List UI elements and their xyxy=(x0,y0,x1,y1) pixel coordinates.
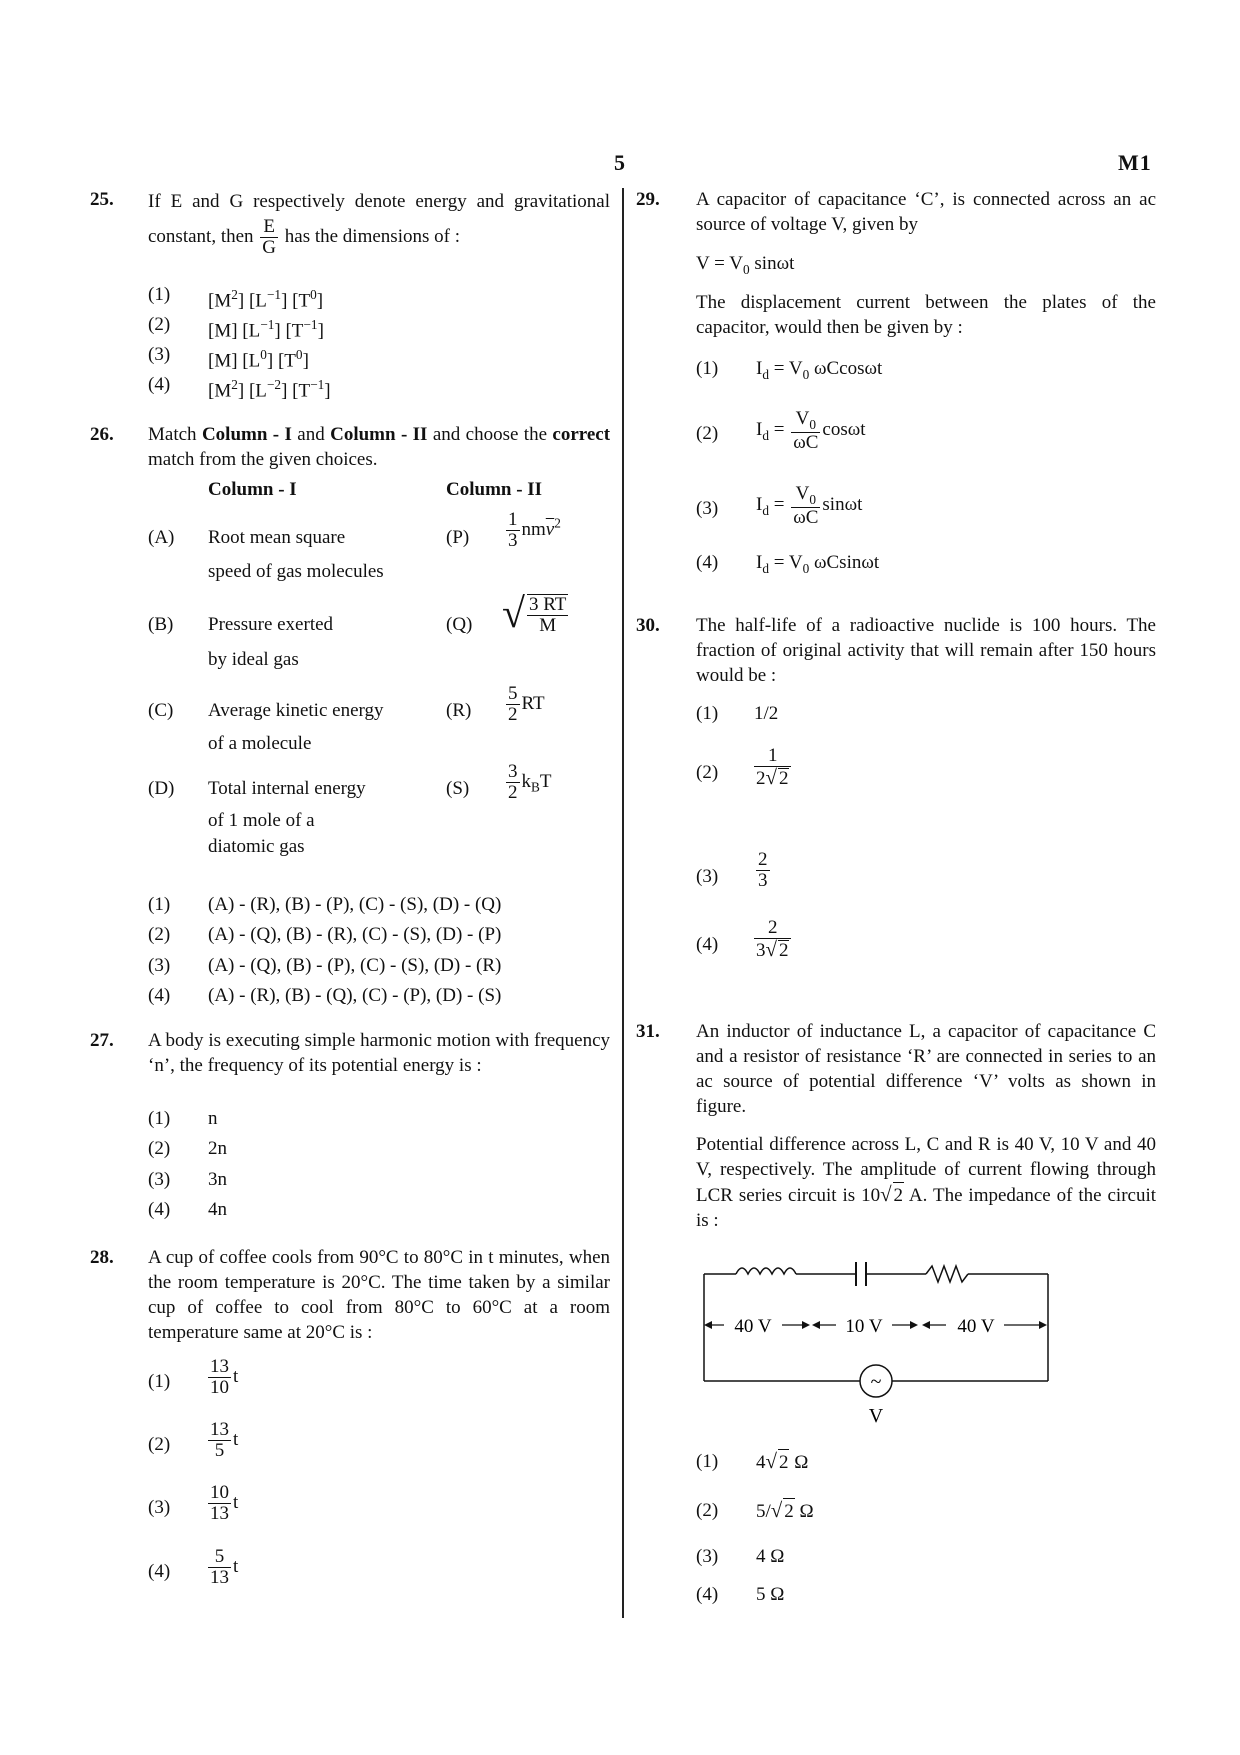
row-key: (D) xyxy=(148,778,175,799)
question-text: A body is executing simple harmonic motion with frequency ‘n’, the frequency of its potential energy is : xyxy=(148,1030,610,1076)
row-right-key: (R) xyxy=(446,700,472,721)
column-divider xyxy=(622,188,624,1618)
label-vr: 40 V xyxy=(957,1316,995,1337)
column-1-header: Column - I xyxy=(208,479,297,500)
question-number: 31. xyxy=(636,1021,660,1042)
row-right-key: (P) xyxy=(446,527,470,548)
voltage-equation: $V = V_0$ sinωt xyxy=(696,253,795,277)
question-number: 27. xyxy=(90,1030,114,1051)
row-left: Pressure exerted xyxy=(208,614,334,635)
row-left: Root mean square xyxy=(208,527,346,548)
question-29: 29. A capacitor of capacitance ‘C’, is connected across an ac source of voltage V, given by $V = V_0$ sinωt The displacement current between the plates of the capacitor, would then be given by : (1) $I_d = V_0$ ωCcosωt (2) $I_d$ = $\frac{V_0}{\omega C}$ cosωt (3) $I_d$ = $\frac{V_0}{\omega C}$ sinωt (4) $I_d = V_0$ ωCsinωt xyxy=(636,189,1156,576)
row-left: Average kinetic energy xyxy=(208,700,384,721)
question-number: 29. xyxy=(636,189,660,210)
question-28: 28. A cup of coffee cools from 90°C to 80°C in t minutes, when the room temperature is 20°C. The time taken by a similar cup of coffee to cool from 80°C to 60°C at a room temperature same at 20°C is : (1) $\frac{13}{10}$ t (2) $\frac{13}{5}$ t (3) $\frac{10}{13}$ t (4) $\frac{5}{13}$ t xyxy=(90,1247,610,1588)
question-text-2: The displacement current between the plates of the capacitor, would then be given by : xyxy=(696,292,1156,338)
row-key: (A) xyxy=(148,527,175,548)
row-left: of 1 mole of a xyxy=(208,810,315,831)
question-text: The half-life of a radioactive nuclide is 100 hours. The fraction of original activity that will remain after 150 hours would be : xyxy=(696,615,1156,686)
page-number: 5 xyxy=(614,150,625,175)
formula-q: √ $\frac{3 RT}{M}$ xyxy=(502,591,567,638)
question-number: 28. xyxy=(90,1247,114,1268)
question-27: 27. A body is executing simple harmonic motion with frequency ‘n’, the frequency of its potential energy is : (1) n (2) 2n (3) 3n (4) 4n xyxy=(90,1030,610,1220)
lcr-circuit-diagram xyxy=(696,1257,1056,1427)
question-text-2: Potential difference across L, C and R is 40 V, 10 V and 40 V, respectively. The amplitude of current flowing through LCR series circuit is 10√ 2 A. The impedance of the circuit is : xyxy=(696,1134,1157,1231)
inductor-symbol xyxy=(736,1268,796,1274)
row-right-key: (Q) xyxy=(446,614,473,635)
ac-symbol: ~ xyxy=(870,1371,882,1393)
row-left: diatomic gas xyxy=(208,836,305,857)
row-left: by ideal gas xyxy=(208,649,299,670)
row-left: of a molecule xyxy=(208,733,312,754)
row-left: speed of gas molecules xyxy=(208,561,384,582)
question-text: A capacitor of capacitance ‘C’, is connected across an ac source of voltage V, given by xyxy=(696,189,1156,235)
resistor-symbol xyxy=(926,1266,968,1282)
question-25: 25. If E and G respectively denote energy and gravitational constant, then $\frac{E}{G}$ has the dimensions of : (1) $[M^2]$ $[L^{-1}]$ $[T^0]$ (2) [M] $[L^{-1}]$ $[T^{-1}]$ (3) [M] $[L^0]$ $[T^0]$ (4) $[M^2]$ $[L^{-2}]$ $[T^{-1}]$ xyxy=(90,189,610,402)
question-26: 26. Match Column - I and Column - II and choose the correct match from the given choices. Column - I Column - II (A) Root mean square speed of gas molecules (P) $\frac{1}{3}$ $nm\overline{v}^2$ (B) Pressure exerted by ideal gas (Q) √ $\frac{3 RT}{M}$ (C) Average kinetic energy of a molecule (R) $\frac{5}{2}$ RT (D) Total internal energy of 1 mole of a diatomic gas (S) $\frac{3}{2}$ $k_BT$ (1) (A) - (R), (B) - (P), (C) - (S), (D) - (Q) (2) (A) - (Q), (B) - (R), (C) - (S), (D) - (P) (3) (A) - (Q), (B) - (P), (C) - (S), (D) - (R) (4) (A) - (R), (B) - (Q), (C) - (P), (D) - (S) xyxy=(90,424,611,1006)
question-text: An inductor of inductance L, a capacitor of capacitance C and a resistor of resistance ‘R’ are connected in series to an ac source of potential difference ‘V’ volts as shown in figure. xyxy=(696,1021,1156,1117)
row-right-key: (S) xyxy=(446,778,470,799)
row-key: (C) xyxy=(148,700,174,721)
formula-r: $\frac{5}{2}$ RT xyxy=(508,683,545,725)
question-number: 25. xyxy=(90,189,114,210)
row-left: Total internal energy xyxy=(208,778,366,799)
question-number: 30. xyxy=(636,615,660,636)
question-text: Match Column - I and Column - II and choose the correct match from the given choices. xyxy=(148,424,611,470)
question-31: 31. An inductor of inductance L, a capacitor of capacitance C and a resistor of resistance ‘R’ are connected in series to an ac source of potential difference ‘V’ volts as shown in figure. Potential difference across L, C and R is 40 V, 10 V and 40 V, respectively. The amplitude of current flowing through LCR series circuit is 10√ 2 A. The impedance of the circuit is : ~ 40 V 10 V 40 V V (1) 4√ 2 Ω (2) 5/√ 2 Ω (3) 4 Ω (4) 5 Ω xyxy=(636,1021,1157,1605)
question-number: 26. xyxy=(90,424,114,445)
label-vl: 40 V xyxy=(734,1316,772,1337)
question-text: A cup of coffee cools from 90°C to 80°C in t minutes, when the room temperature is 20°C. The time taken by a similar cup of coffee to cool from 80°C to 60°C at a room temperature same at 20°C is : xyxy=(148,1247,610,1343)
label-vc: 10 V xyxy=(845,1316,883,1337)
question-text: If E and G respectively denote energy and gravitational constant, then $\frac{E}{G}$ has the dimensions of : xyxy=(148,191,610,258)
source-label: V xyxy=(868,1405,884,1427)
paper-code: M1 xyxy=(1118,150,1152,175)
formula-p: $\frac{1}{3}$ $nm\overline{v}^2$ xyxy=(508,509,561,551)
row-key: (B) xyxy=(148,614,174,635)
formula-s: $\frac{3}{2}$ $k_BT$ xyxy=(508,761,552,803)
question-30: 30. The half-life of a radioactive nuclide is 100 hours. The fraction of original activity that will remain after 150 hours would be : (1) 1/2 (2) $\frac{1}{2√ 2}$ (3) $\frac{2}{3}$ (4) $\frac{2}{3√ 2}$ xyxy=(636,615,1156,961)
column-2-header: Column - II xyxy=(446,479,543,500)
